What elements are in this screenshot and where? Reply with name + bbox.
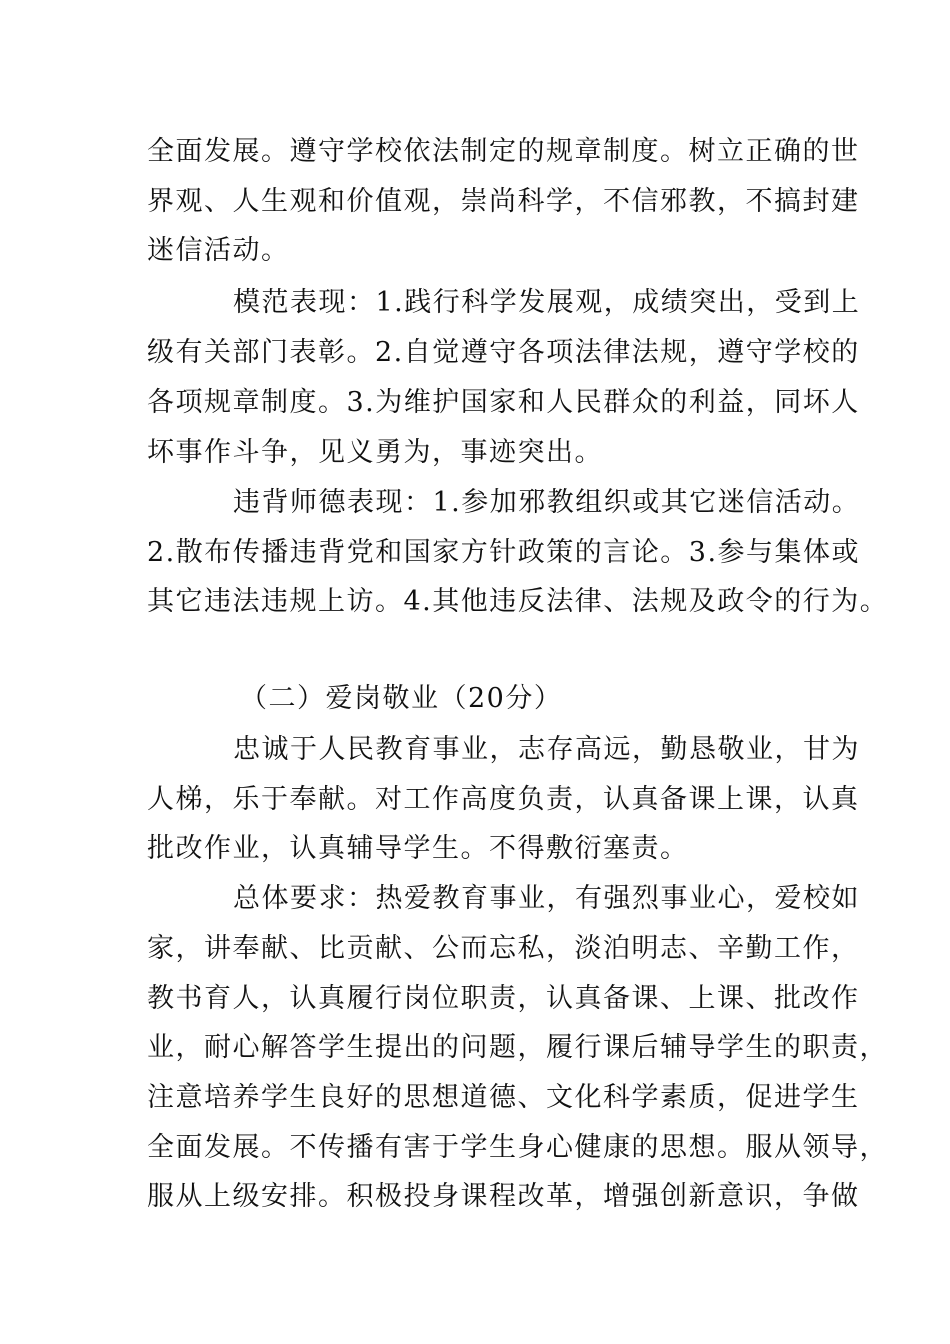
paragraph-5-line-3: 教书育人，认真履行岗位职责，认真备课、上课、批改作 bbox=[147, 983, 860, 1014]
paragraph-5-line-7: 服从上级安排。积极投身课程改革，增强创新意识，争做 bbox=[147, 1181, 860, 1212]
section-heading: （二）爱岗敬业（20分） bbox=[240, 683, 563, 714]
paragraph-1-line-2: 界观、人生观和价值观，崇尚科学，不信邪教，不搞封建 bbox=[147, 186, 860, 217]
paragraph-5-line-4: 业，耐心解答学生提出的问题，履行课后辅导学生的职责， bbox=[147, 1032, 888, 1063]
paragraph-2-line-1: 模范表现：1.践行科学发展观，成绩突出，受到上 bbox=[233, 287, 861, 318]
paragraph-5-line-5: 注意培养学生良好的思想道德、文化科学素质，促进学生 bbox=[147, 1082, 860, 1113]
paragraph-5-line-1: 总体要求：热爱教育事业，有强烈事业心，爱校如 bbox=[233, 883, 860, 914]
paragraph-4-line-3: 批改作业，认真辅导学生。不得敷衍塞责。 bbox=[147, 833, 689, 864]
paragraph-4-line-2: 人梯，乐于奉献。对工作高度负责，认真备课上课，认真 bbox=[147, 784, 860, 815]
paragraph-3-line-2: 2.散布传播违背党和国家方针政策的言论。3.参与集体或 bbox=[147, 537, 861, 568]
paragraph-1-line-3: 迷信活动。 bbox=[147, 235, 290, 266]
paragraph-3-line-1: 违背师德表现：1.参加邪教组织或其它迷信活动。 bbox=[233, 487, 861, 518]
paragraph-5-line-6: 全面发展。不传播有害于学生身心健康的思想。服从领导， bbox=[147, 1132, 888, 1163]
paragraph-2-line-3: 各项规章制度。3.为维护国家和人民群众的利益，同坏人 bbox=[147, 387, 860, 418]
paragraph-2-line-4: 坏事作斗争，见义勇为，事迹突出。 bbox=[147, 437, 603, 468]
paragraph-3-line-3: 其它违法违规上访。4.其他违反法律、法规及政令的行为。 bbox=[147, 586, 889, 617]
paragraph-5-line-2: 家，讲奉献、比贡献、公而忘私，淡泊明志、辛勤工作， bbox=[147, 933, 860, 964]
paragraph-1-line-1: 全面发展。遵守学校依法制定的规章制度。树立正确的世 bbox=[147, 136, 860, 167]
paragraph-2-line-2: 级有关部门表彰。2.自觉遵守各项法律法规，遵守学校的 bbox=[147, 337, 860, 368]
paragraph-4-line-1: 忠诚于人民教育事业，志存高远，勤恳敬业，甘为 bbox=[233, 734, 860, 765]
